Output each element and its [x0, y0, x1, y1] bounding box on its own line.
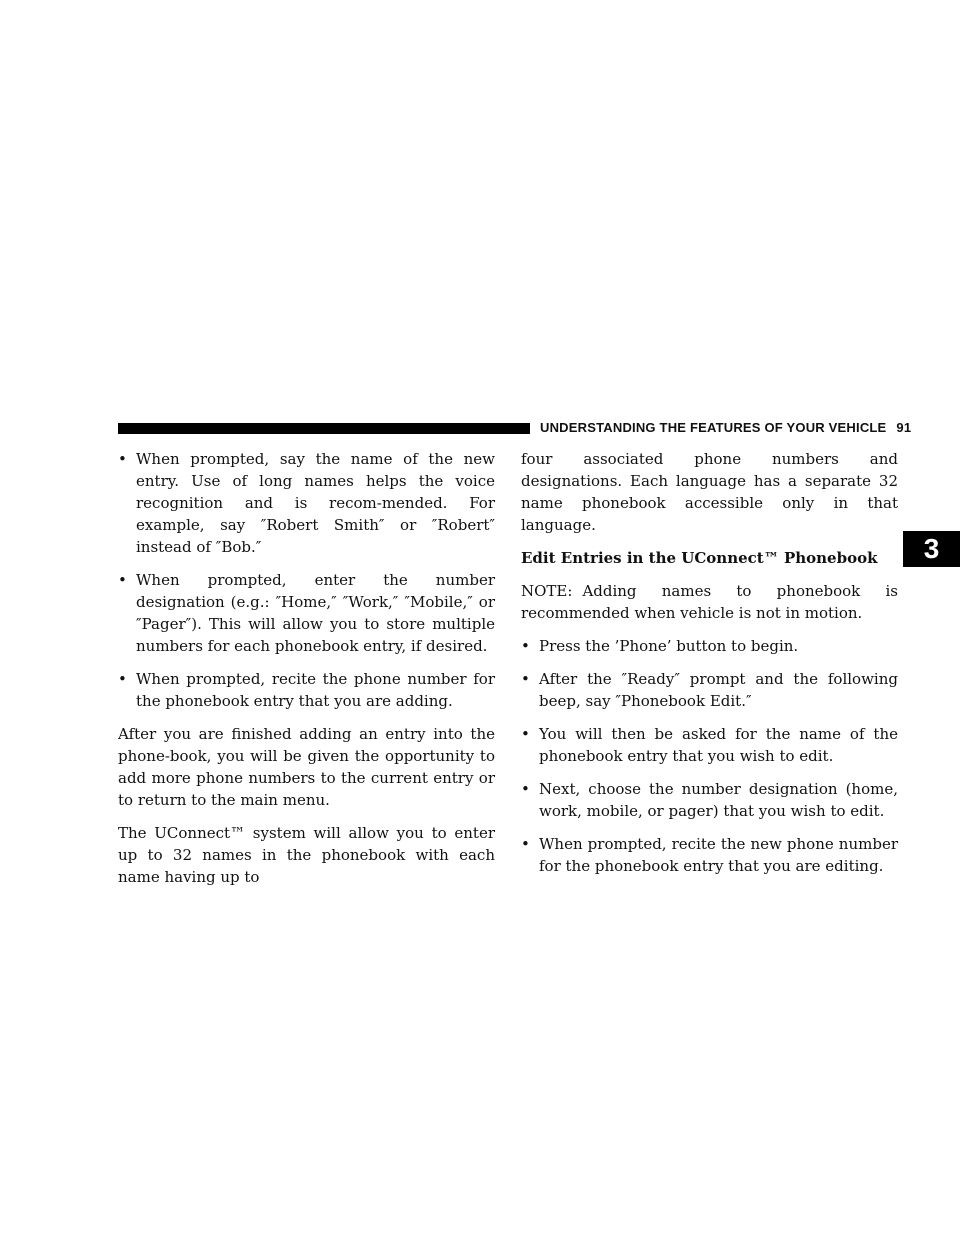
list-item: [521, 635, 898, 657]
list-item: [118, 448, 495, 558]
list-item-text: When prompted, say the name of the new entry. Use of long names helps the voice recognition and is recom-mended. For example, say ″Robert Smith″ or ″Robert″ instead of ″Bob.″: [136, 450, 495, 556]
list-item-text: Press the ’Phone’ button to begin.: [539, 637, 799, 655]
bullet-glyph: •: [118, 571, 127, 589]
list-item: [521, 833, 898, 877]
bullet-glyph: •: [521, 725, 530, 743]
page-number: 91: [896, 420, 912, 435]
bullet-glyph: •: [118, 450, 127, 468]
header-rule: [118, 423, 530, 434]
note: [521, 580, 898, 624]
list-item: [521, 723, 898, 767]
list-item-text: When prompted, enter the number designation (e.g.: ″Home,″ ″Work,″ ″Mobile,″ or ″Pager″). This will allow you to store multiple numbers for each phonebook entry, if desired.: [136, 571, 495, 655]
list-item-text: When prompted, recite the new phone number for the phonebook entry that you are editing.: [539, 835, 898, 875]
list-item-text: Next, choose the number designation (home, work, mobile, or pager) that you wish to edit.: [539, 780, 898, 820]
bullet-glyph: •: [118, 670, 127, 688]
bullet-glyph: •: [521, 637, 530, 655]
bullet-glyph: •: [521, 835, 530, 853]
bullet-glyph: •: [521, 670, 530, 688]
right-column: [521, 448, 898, 888]
note-label: NOTE:: [521, 582, 573, 600]
section-heading: Edit Entries in the UConnect™ Phonebook: [521, 549, 878, 567]
paragraph: four associated phone numbers and designations. Each language has a separate 32 name phonebook accessible only in that language.: [521, 450, 898, 534]
header-title: UNDERSTANDING THE FEATURES OF YOUR VEHICLE: [540, 420, 887, 435]
list-item-text: When prompted, recite the phone number for the phonebook entry that you are adding.: [136, 670, 495, 710]
list-item: [521, 668, 898, 712]
bullet-glyph: •: [521, 780, 530, 798]
list-item: [118, 668, 495, 712]
paragraph: The UConnect™ system will allow you to enter up to 32 names in the phonebook with each name having up to: [118, 824, 495, 886]
note-text: Adding names to phonebook is recommended when vehicle is not in motion.: [521, 582, 898, 622]
chapter-tab: 3: [903, 531, 960, 567]
running-header: [540, 420, 911, 435]
list-item: [521, 778, 898, 822]
list-item-text: After the ″Ready″ prompt and the following beep, say ″Phonebook Edit.″: [539, 670, 898, 710]
paragraph: After you are finished adding an entry into the phone-book, you will be given the opportunity to add more phone numbers to the current entry or to return to the main menu.: [118, 725, 495, 809]
list-item: [118, 569, 495, 657]
left-column: [118, 448, 495, 899]
list-item-text: You will then be asked for the name of the phonebook entry that you wish to edit.: [539, 725, 898, 765]
